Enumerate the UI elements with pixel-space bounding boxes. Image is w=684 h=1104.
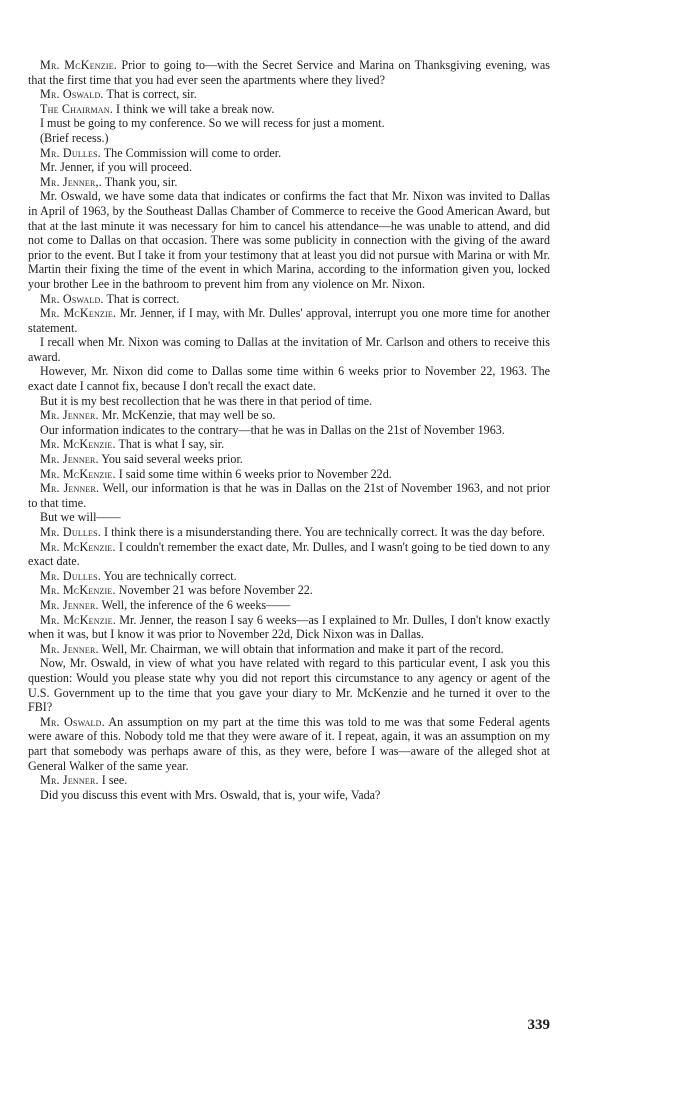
transcript-paragraph [28,613,550,642]
paragraph-text: However, Mr. Nixon did come to Dallas some time within 6 weeks prior to November 22, 1963. The exact date I cannot fix, because I don't recall the exact date. [28,364,550,394]
paragraph-text: (Brief recess.) [40,130,109,145]
transcript-paragraph [28,467,550,482]
paragraph-text: Now, Mr. Oswald, in view of what you have related with regard to this particular event, I ask you this question: Would you please state why you did not report this circumstance to any agency or agent of the U.S. Government up to the time that you gave your diary to Mr. McKenzie and he turned it over to the FBI? [28,656,550,715]
paragraph-text: That is correct. [106,291,180,306]
paragraph-text: You are technically correct. [103,568,237,583]
speaker-name: Mr. McKenzie. [40,58,118,72]
paragraph-text: Prior to going to—with the Secret Service and Marina on Thanksgiving evening, was that the first time that you had ever seen the apartments where they lived? [28,58,550,87]
paragraph-text: I recall when Mr. Nixon was coming to Dallas at the invitation of Mr. Carlson and others to receive this award. [28,335,550,364]
paragraph-text: I think there is a misunderstanding there. You are technically correct. It was the day before. [104,525,545,539]
speaker-name: Mr. McKenzie. [40,466,116,481]
page-number: 339 [527,1017,550,1033]
transcript-paragraph [28,642,550,657]
paragraph-text: Did you discuss this event with Mrs. Oswald, that is, your wife, Vada? [40,787,381,802]
paragraph-text: But it is my best recollection that he was there in that period of time. [40,393,373,408]
transcript-paragraph [28,292,550,307]
paragraph-text: But we will—— [40,510,121,525]
speaker-name: Mr. McKenzie. [40,539,116,554]
speaker-name: Mr. Oswald. [40,87,104,102]
speaker-name: Mr. Jenner. [40,773,99,788]
transcript-paragraph [28,175,550,190]
speaker-name: Mr. Oswald. [40,291,104,306]
paragraph-text: Mr. Oswald, we have some data that indicates or confirms the fact that Mr. Nixon was invited to Dallas in April of 1963, by the Southeast Dallas Chamber of Commerce to receive the Good American Award, but that at the last minute it was necessary for him to cancel his attendance—he was unable to attend, and did not come to Dallas on that occasion. There was some publicity in connection with the giving of the award prior to the event. But I take it from your testimony that at least you did not pursue with Marina or with Mr. Martin their fixing the time of the event in which Marina, according to the information given you, locked your brother Lee in the bathroom to prevent him from any violence on Mr. Nixon. [28,189,550,291]
speaker-name: Mr. Dulles. [40,525,101,539]
transcript-paragraph [28,481,550,510]
transcript-paragraph [28,715,550,773]
paragraph-text: Thank you, sir. [104,174,178,189]
speaker-name: Mr. Jenner. [40,641,99,656]
speaker-name: Mr. Jenner. [40,481,100,496]
paragraph-text: Well, the inference of the 6 weeks—— [101,597,291,612]
speaker-name: Mr. McKenzie. [40,583,116,598]
transcript-paragraph [28,773,550,788]
transcript-paragraph [28,423,550,438]
transcript-paragraph [28,408,550,423]
paragraph-text: I said some time within 6 weeks prior to November 22d. [118,466,392,481]
paragraph-text: You said several weeks prior. [101,452,243,467]
transcript-paragraph [28,540,550,569]
paragraph-text: The Commission will come to order. [103,145,282,160]
transcript-paragraph [28,510,550,525]
speaker-name: Mr. Jenner. [40,597,99,612]
paragraph-text: Mr. Jenner, if you will proceed. [40,160,192,175]
transcript-paragraph [28,58,550,87]
speaker-name: Mr. Jenner. [40,452,99,467]
paragraph-text: Mr. Jenner, the reason I say 6 weeks—as I explained to Mr. Dulles, I don't know exactly when it was, but I know it was prior to November 22d, Dick Nixon was in Dallas. [28,612,550,642]
paragraph-text: Mr. McKenzie, that may well be so. [101,408,276,423]
transcript-paragraph [28,598,550,613]
paragraph-text: November 21 was before November 22. [118,583,313,598]
speaker-name: Mr. Dulles. [40,568,101,583]
transcript-paragraph [28,160,550,175]
transcript-paragraph [28,452,550,467]
paragraph-text: Well, our information is that he was in Dallas on the 21st of November 1963, and not prior to that time. [28,481,550,510]
paragraph-text: I think we will take a break now. [116,101,275,116]
transcript-paragraph [28,656,550,714]
transcript-paragraph [28,189,550,291]
paragraph-text: That is what I say, sir. [118,437,225,452]
paragraph-text: I must be going to my conference. So we will recess for just a moment. [40,116,385,131]
transcript-paragraph [28,583,550,598]
transcript-paragraph [28,102,550,117]
transcript-paragraph [28,788,550,803]
transcript-paragraph [28,87,550,102]
speaker-name: Mr. Dulles. [40,145,101,160]
paragraph-text: I couldn't remember the exact date, Mr. Dulles, and I wasn't going to be tied down to any exact date. [28,539,551,569]
speaker-name: Mr. McKenzie. [40,437,116,452]
transcript-paragraph [28,364,550,393]
paragraph-text: Mr. Jenner, if I may, with Mr. Dulles' approval, interrupt you one more time for another statement. [28,306,550,335]
transcript-paragraph [28,335,550,364]
transcript-paragraph [28,569,550,584]
paragraph-text: That is correct, sir. [106,87,197,102]
transcript-page [28,58,550,802]
paragraph-text: I see. [101,773,128,788]
transcript-paragraph [28,437,550,452]
paragraph-text: Our information indicates to the contrary—that he was in Dallas on the 21st of November 1963. [40,422,505,437]
speaker-name: Mr. McKenzie. [40,306,117,321]
transcript-paragraph [28,146,550,161]
speaker-name: Mr. Jenner. [40,408,99,423]
transcript-paragraph [28,306,550,335]
transcript-paragraph [28,131,550,146]
speaker-name: Mr. Jenner,. [40,174,102,189]
paragraph-text: Well, Mr. Chairman, we will obtain that information and make it part of the record. [101,641,504,656]
speaker-name: Mr. Oswald. [40,714,105,729]
speaker-name: The Chairman. [40,101,113,116]
speaker-name: Mr. McKenzie. [40,612,116,627]
transcript-paragraph [28,394,550,409]
transcript-paragraph [28,116,550,131]
paragraph-text: An assumption on my part at the time this was told to me was that some Federal agents were aware of this. Nobody told me that they were aware of it. I repeat, again, it was an assumption on my part that somebody was perhaps aware of this, as they were, before I was—aware of the alleged shot at General Walker of the same year. [28,714,551,773]
transcript-paragraph [28,525,550,540]
